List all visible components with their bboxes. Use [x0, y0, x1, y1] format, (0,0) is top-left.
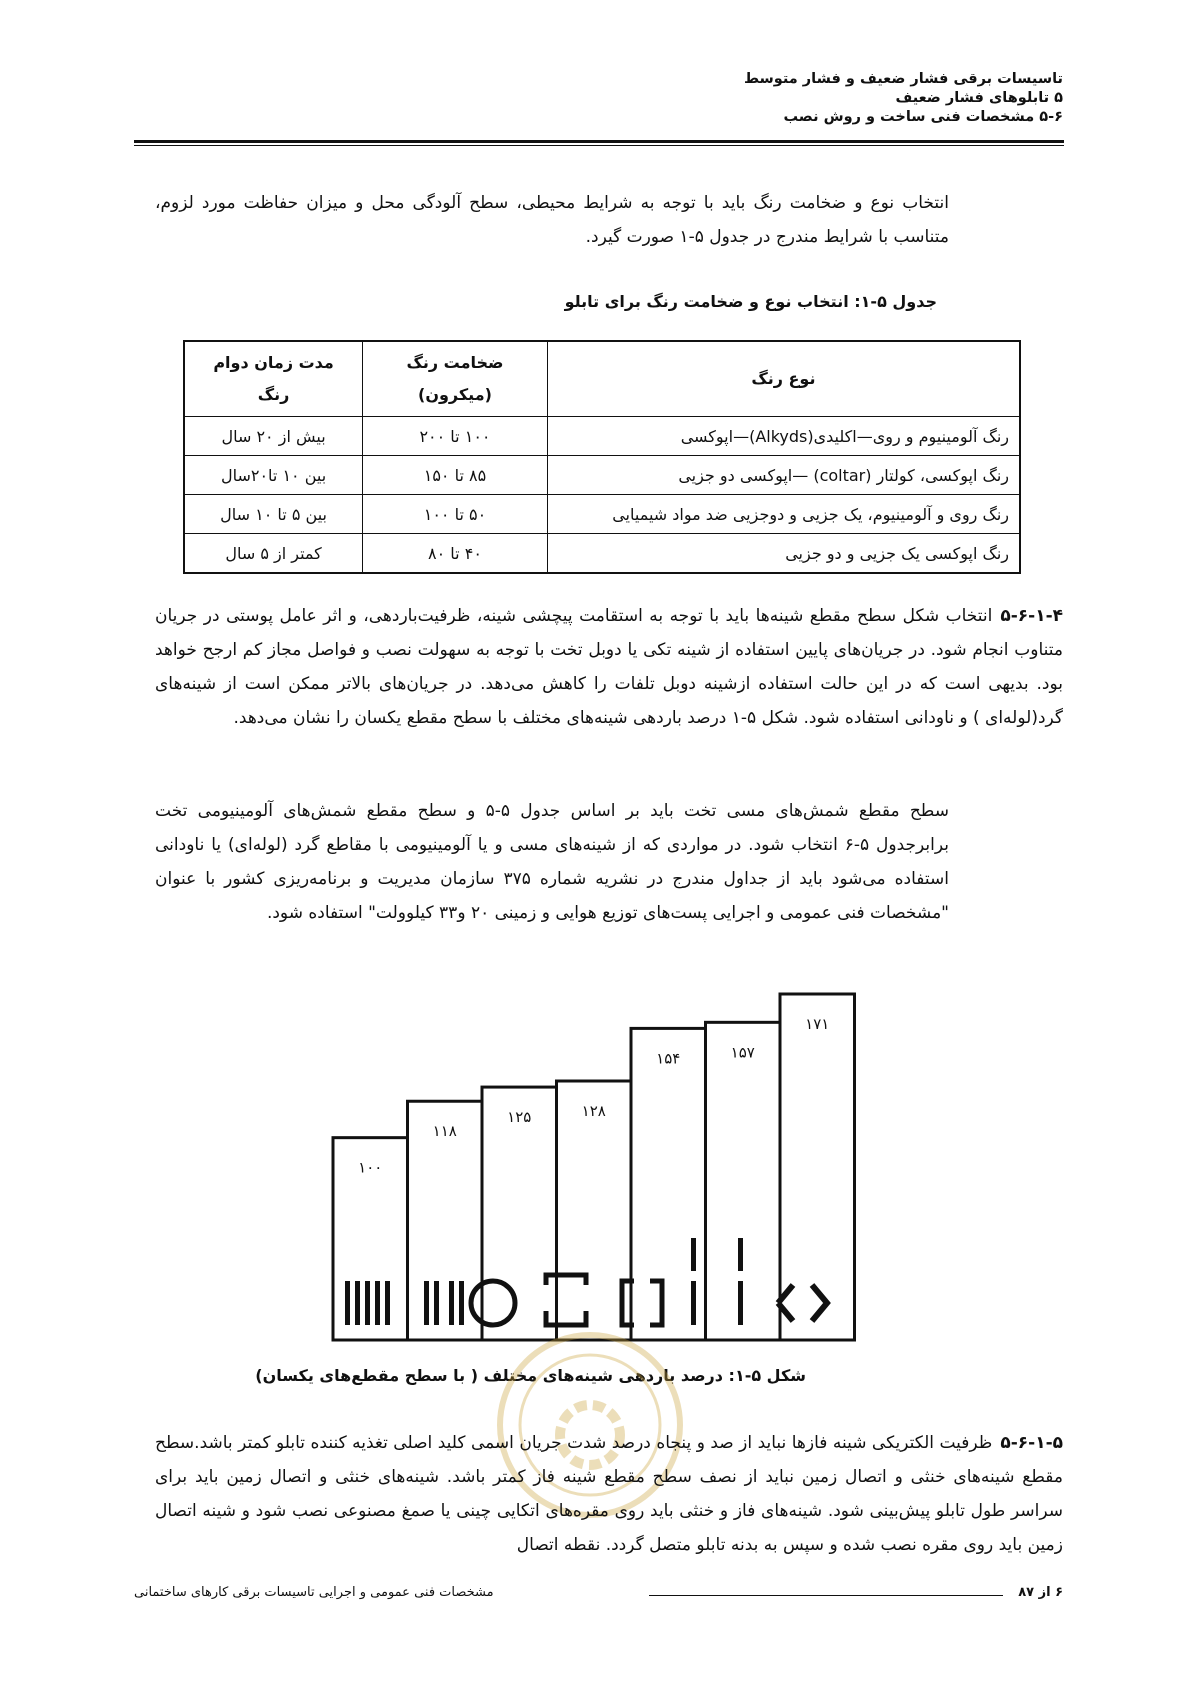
chart-value-label: ۱۲۸ [581, 1102, 606, 1121]
chart-value-label: ۱۲۵ [507, 1108, 532, 1127]
table-row [184, 456, 1020, 495]
header-duration: مدت زمان دوام رنگ [184, 341, 363, 417]
section-5-number: ۵-۶-۱-۵ [1000, 1433, 1063, 1453]
table-row [184, 417, 1020, 456]
intro-paragraph [155, 186, 949, 254]
cell-thickness: ۸۵ تا ۱۵۰ [363, 456, 548, 495]
chart-value-label: ۱۵۴ [656, 1049, 681, 1068]
header-paint-type: نوع رنگ [547, 341, 1020, 417]
cell-thickness: ۴۰ تا ۸۰ [363, 534, 548, 574]
page-number: ۶ از ۸۷ [1018, 1585, 1063, 1600]
chart-value-label: ۱۵۷ [730, 1043, 755, 1062]
section-4b-text: سطح مقطع شمش‌های مسی تخت باید بر اساس جدول ۵-۵ و سطح مقطع شمش‌های آلومینیومی تخت برابرجدول ۵-۶ انتخاب شود. در مواردی که از شینه‌های مسی و یا آلومینیومی با مقاطع گرد (لوله‌ای) یا ناودانی استفاده می‌شود باید از جداول مندرج در نشریه شماره ۳۷۵ سازمان مدیریت و برنامه‌ریزی کشور با عنوان "مشخصات فنی عمومی و اجرایی پست‌های توزیع هوایی و زمینی ۲۰ و۳۳ کیلوولت" استفاده شود. [155, 801, 950, 923]
page-footer [134, 1585, 1063, 1605]
table-header-row [184, 341, 1020, 417]
cell-type: رنگ آلومینیوم و روی—اکلیدی(Alkyds)—اپوکسی [547, 417, 1020, 456]
section-4-number: ۵-۶-۱-۴ [1000, 606, 1063, 626]
cell-thickness: ۱۰۰ تا ۲۰۰ [363, 417, 548, 456]
section-5-body: ظرفیت الکتریکی شینه فازها نباید از صد و پنجاه درصد شدت جریان اسمی کلید اصلی تغذیه کننده تابلو کمتر باشد.سطح مقطع شینه‌های خنثی و اتصال زمین نباید از نصف سطح مقطع شینه فاز کمتر باشد. شینه‌های خنثی و اتصال زمین باید برای سراسر طول تابلو پیش‌بینی شود. شینه‌های فاز و خنثی باید روی مقره‌های اتکایی چینی یا صمغ مصنوعی نصب شود و شینه اتصال زمین باید روی مقره نصب شده و سپس به بدنه تابلو متصل گردد. نقطه اتصال [155, 1433, 1063, 1555]
cell-thickness: ۵۰ تا ۱۰۰ [363, 495, 548, 534]
chart-value-label: ۱۱۸ [432, 1122, 457, 1141]
table-caption: جدول ۵-۱: انتخاب نوع و ضخامت رنگ برای تابلو [564, 292, 937, 311]
cell-type: رنگ روی و آلومینیوم، یک جزیی و دوجزیی ضد مواد شیمیایی [547, 495, 1020, 534]
header-line-3: ۵-۶ مشخصات فنی ساخت و روش نصب [783, 109, 1063, 125]
section-4-paragraph [155, 599, 1063, 735]
header-thickness [363, 341, 548, 417]
table-row [184, 495, 1020, 534]
cell-duration: بین ۱۰ تا۲۰سال [184, 456, 363, 495]
busbar-capacity-chart [328, 963, 898, 1349]
header-line-1: تاسیسات برقی فشار ضعیف و فشار متوسط [743, 71, 1063, 87]
intro-text: انتخاب نوع و ضخامت رنگ باید با توجه به شرایط محیطی، سطح آلودگی محل و میزان حفاظت مورد لزوم، متناسب با شرایط مندرج در جدول ۵-۱ صورت گیرد. [155, 193, 949, 247]
cell-type: رنگ اپوکسی یک جزیی و دو جزیی [547, 534, 1020, 574]
section-4-body: انتخاب شکل سطح مقطع شینه‌ها باید با توجه به استقامت پیچشی شینه، ظرفیت‌باردهی، و اثر عامل پوستی در جریان متناوب انجام شود. در جریان‌های پایین استفاده از شینه تکی یا دوبل تخت با توجه به سهولت نصب و فواصل مجاز کم ارجح خواهد بود. بدیهی است که در این حالت استفاده ازشینه دوبل تلفات را کاهش می‌دهد. در جریان‌های بالاتر ممکن است از شینه‌های گرد(لوله‌ای ) و ناودانی استفاده شود. شکل ۵-۱ درصد باردهی شینه‌های مختلف با سطح مقطع یکسان را نشان می‌دهد. [155, 606, 1063, 728]
header-rule-thin [134, 145, 1064, 146]
table-row [184, 534, 1020, 574]
footer-title: مشخصات فنی عمومی و اجرایی تاسیسات برقی کارهای ساختمانی [134, 1585, 494, 1600]
figure-caption: شکل ۵-۱: درصد باردهی شینه‌های مختلف ( با سطح مقطع‌های یکسان) [255, 1366, 806, 1385]
page-header [363, 70, 1063, 127]
section-4-text [155, 599, 1063, 735]
header-thickness-line2: (میکرون) [418, 385, 492, 404]
section-5-text [155, 1426, 1063, 1562]
footer-rule [649, 1595, 1003, 1596]
cell-duration: بین ۵ تا ۱۰ سال [184, 495, 363, 534]
chart-bars [333, 994, 855, 1340]
section-5-paragraph [155, 1426, 1063, 1562]
chart-value-label: ۱۰۰ [358, 1158, 383, 1177]
cell-type: رنگ اپوکسی، کولتار (coltar) —اپوکسی دو جزیی [547, 456, 1020, 495]
header-line-2: ۵ تابلوهای فشار ضعیف [895, 90, 1063, 106]
header-thickness-line1: ضخامت رنگ [406, 353, 504, 372]
paint-table [183, 340, 1021, 574]
section-4b-paragraph [155, 794, 949, 930]
chart-value-label: ۱۷۱ [805, 1015, 830, 1033]
header-rule-thick [134, 140, 1064, 143]
cell-duration: بیش از ۲۰ سال [184, 417, 363, 456]
cell-duration: کمتر از ۵ سال [184, 534, 363, 574]
